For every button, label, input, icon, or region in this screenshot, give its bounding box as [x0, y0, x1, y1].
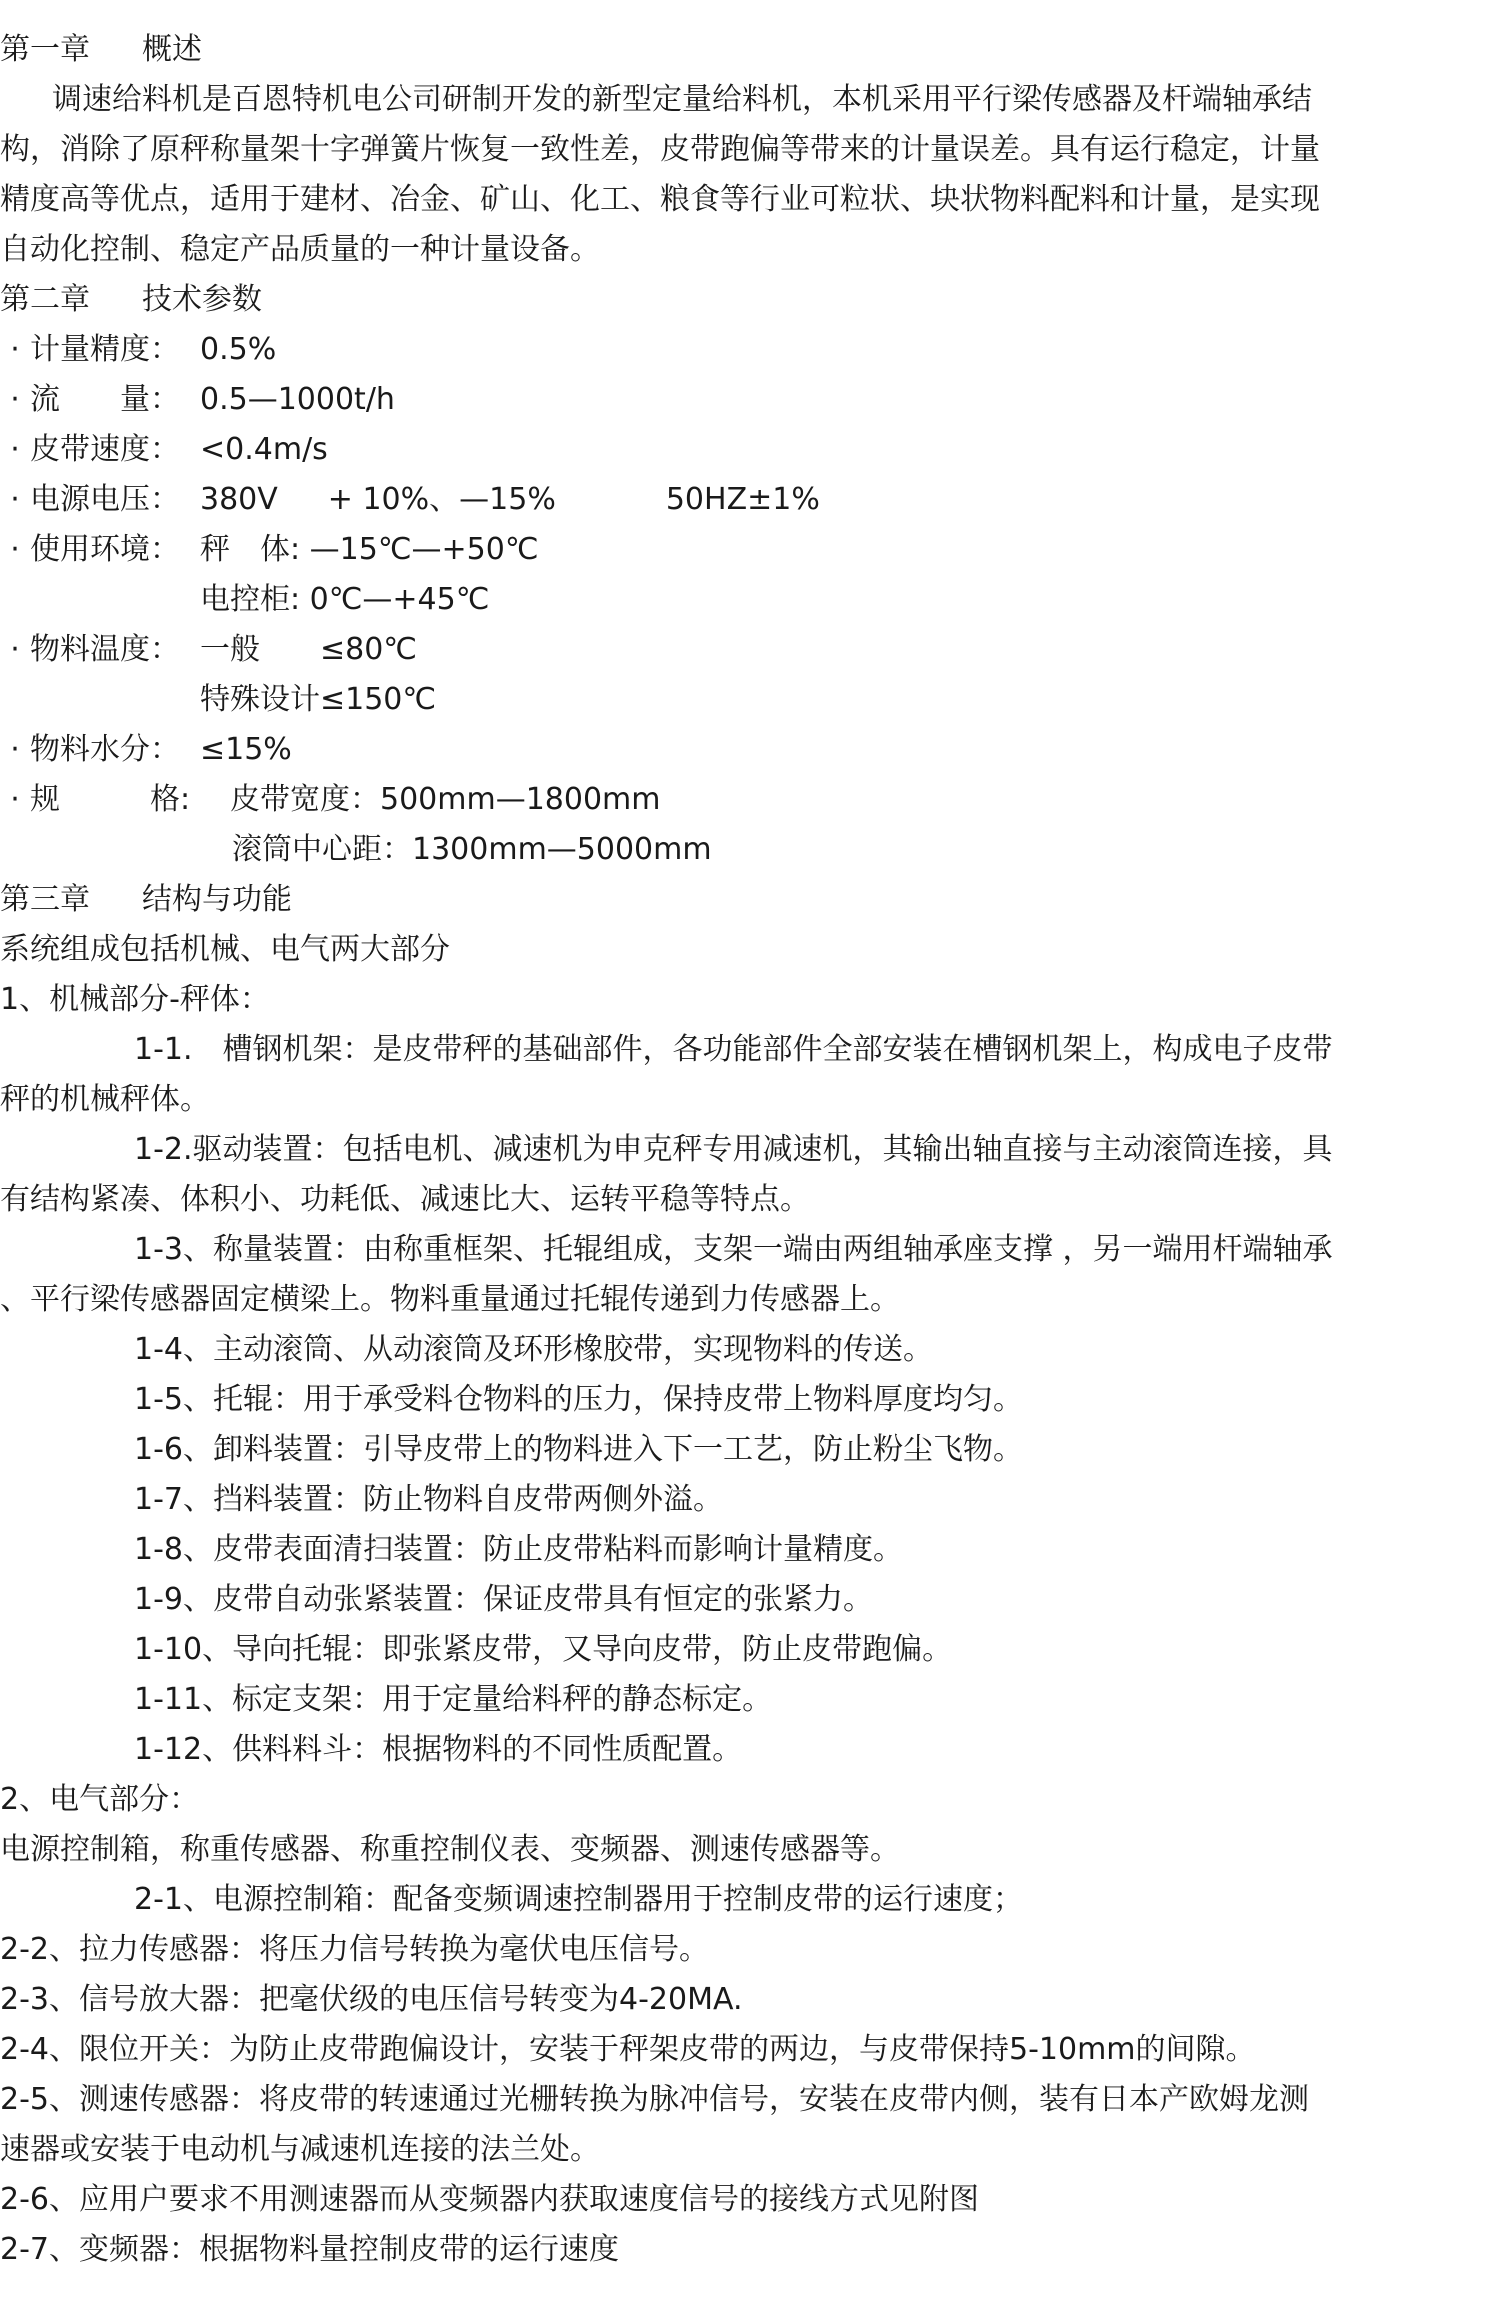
electrical-item: 2-7、变频器：根据物料量控制皮带的运行速度	[0, 2232, 619, 2267]
electrical-item: 2-6、应用户要求不用测速器而从变频器内获取速度信号的接线方式见附图	[0, 2182, 979, 2217]
bullet-dot: ·	[10, 782, 20, 817]
chapter-3-heading	[0, 875, 1492, 925]
spec-value: + 10%、—15%	[327, 482, 556, 517]
spec-value: 0.5%	[200, 332, 277, 367]
overview-paragraph-line: 精度高等优点，适用于建材、冶金、矿山、化工、粮食等行业可粒状、块状物料配料和计量，是实现	[0, 182, 1320, 217]
mechanical-item-cont: 秤的机械秤体。	[0, 1082, 210, 1117]
electrical-item: 2-2、拉力传感器：将压力信号转换为毫伏电压信号。	[0, 1932, 709, 1967]
spec-key: 使用环境：	[30, 532, 180, 567]
electrical-item: 2-3、信号放大器：把毫伏级的电压信号转变为4-20MA.	[0, 1982, 743, 2017]
bullet-dot: ·	[10, 432, 20, 467]
spec-key: 电源电压：	[30, 482, 180, 517]
spec-value: 0.5—1000t/h	[200, 382, 395, 417]
bullet-dot: ·	[10, 632, 20, 667]
spec-size-sub: 滚筒中心距：1300mm—5000mm	[232, 832, 712, 867]
spec-value: ≤15%	[200, 732, 292, 767]
chapter-number: 第一章	[0, 32, 90, 67]
bullet-dot: ·	[10, 382, 20, 417]
spec-material-temp	[0, 625, 1492, 675]
spec-material-temp-sub: 特殊设计≤150℃	[200, 682, 437, 717]
spec-key: 物料水分：	[30, 732, 180, 767]
spec-value: 皮带宽度：500mm—1800mm	[230, 782, 661, 817]
electrical-list: 电源控制箱，称重传感器、称重控制仪表、变频器、测速传感器等。	[0, 1832, 900, 1867]
chapter-title: 技术参数	[142, 282, 262, 317]
mechanical-item: 1-7、挡料装置：防止物料自皮带两侧外溢。	[134, 1482, 723, 1517]
spec-belt-speed	[0, 425, 1492, 475]
chapter-2-heading	[0, 275, 1492, 325]
mechanical-item: 1-8、皮带表面清扫装置：防止皮带粘料而影响计量精度。	[134, 1532, 903, 1567]
spec-accuracy	[0, 325, 1492, 375]
electrical-item-cont: 速器或安装于电动机与减速机连接的法兰处。	[0, 2132, 600, 2167]
overview-paragraph-line: 调速给料机是百恩特机电公司研制开发的新型定量给料机，本机采用平行梁传感器及杆端轴承结	[52, 82, 1312, 117]
mechanical-item: 1-1. 槽钢机架：是皮带秤的基础部件，各功能部件全部安装在槽钢机架上，构成电子皮带	[134, 1032, 1333, 1067]
spec-key: 物料温度：	[30, 632, 180, 667]
spec-environment	[0, 525, 1492, 575]
mechanical-item: 1-2.驱动装置：包括电机、减速机为申克秤专用减速机，其输出轴直接与主动滚筒连接，具	[134, 1132, 1333, 1167]
spec-value: 50HZ±1%	[665, 482, 820, 517]
spec-key: 计量精度：	[30, 332, 180, 367]
chapter-1-heading	[0, 25, 1492, 75]
mechanical-item: 1-11、标定支架：用于定量给料秤的静态标定。	[134, 1682, 773, 1717]
spec-value: 秤 体: —15℃—+50℃	[200, 532, 539, 567]
spec-key: 流 量：	[30, 382, 180, 417]
mechanical-item-cont: 、平行梁传感器固定横梁上。物料重量通过托辊传递到力传感器上。	[0, 1282, 900, 1317]
system-intro: 系统组成包括机械、电气两大部分	[0, 932, 450, 967]
overview-paragraph-line: 自动化控制、稳定产品质量的一种计量设备。	[0, 232, 600, 267]
electrical-heading: 2、电气部分：	[0, 1782, 200, 1817]
spec-value: 一般 ≤80℃	[200, 632, 418, 667]
mechanical-item: 1-9、皮带自动张紧装置：保证皮带具有恒定的张紧力。	[134, 1582, 873, 1617]
spec-value: <0.4m/s	[200, 432, 328, 467]
overview-paragraph-line: 构，消除了原秤称量架十字弹簧片恢复一致性差，皮带跑偏等带来的计量误差。具有运行稳定，计量	[0, 132, 1320, 167]
mechanical-item-cont: 有结构紧凑、体积小、功耗低、减速比大、运转平稳等特点。	[0, 1182, 810, 1217]
chapter-title: 概述	[142, 32, 202, 67]
spec-flow	[0, 375, 1492, 425]
spec-size	[0, 775, 1492, 825]
chapter-title: 结构与功能	[142, 882, 292, 917]
electrical-item: 2-4、限位开关：为防止皮带跑偏设计，安装于秤架皮带的两边，与皮带保持5-10mm的间隙。	[0, 2032, 1256, 2067]
document-page	[0, 25, 1492, 2275]
mechanical-item: 1-4、主动滚筒、从动滚筒及环形橡胶带，实现物料的传送。	[134, 1332, 933, 1367]
chapter-number: 第三章	[0, 882, 90, 917]
mechanical-heading: 1、机械部分-秤体：	[0, 982, 270, 1017]
mechanical-item: 1-6、卸料装置：引导皮带上的物料进入下一工艺，防止粉尘飞物。	[134, 1432, 1023, 1467]
mechanical-item: 1-10、导向托辊：即张紧皮带，又导向皮带，防止皮带跑偏。	[134, 1632, 953, 1667]
chapter-number: 第二章	[0, 282, 90, 317]
mechanical-item: 1-5、托辊：用于承受料仓物料的压力，保持皮带上物料厚度均匀。	[134, 1382, 1023, 1417]
spec-key: 皮带速度：	[30, 432, 180, 467]
electrical-item: 2-1、电源控制箱：配备变频调速控制器用于控制皮带的运行速度；	[134, 1882, 1023, 1917]
spec-power	[0, 475, 1492, 525]
spec-environment-sub: 电控柜: 0℃—+45℃	[200, 582, 490, 617]
spec-key: 规 格:	[30, 782, 191, 817]
bullet-dot: ·	[10, 332, 20, 367]
bullet-dot: ·	[10, 732, 20, 767]
bullet-dot: ·	[10, 482, 20, 517]
mechanical-item: 1-12、供料料斗：根据物料的不同性质配置。	[134, 1732, 743, 1767]
spec-moisture	[0, 725, 1492, 775]
mechanical-item: 1-3、称量装置：由称重框架、托辊组成，支架一端由两组轴承座支撑 ，另一端用杆端轴承	[134, 1232, 1333, 1267]
electrical-item: 2-5、测速传感器：将皮带的转速通过光栅转换为脉冲信号，安装在皮带内侧，装有日本产欧姆龙测	[0, 2082, 1309, 2117]
bullet-dot: ·	[10, 532, 20, 567]
spec-value: 380V	[200, 482, 278, 517]
